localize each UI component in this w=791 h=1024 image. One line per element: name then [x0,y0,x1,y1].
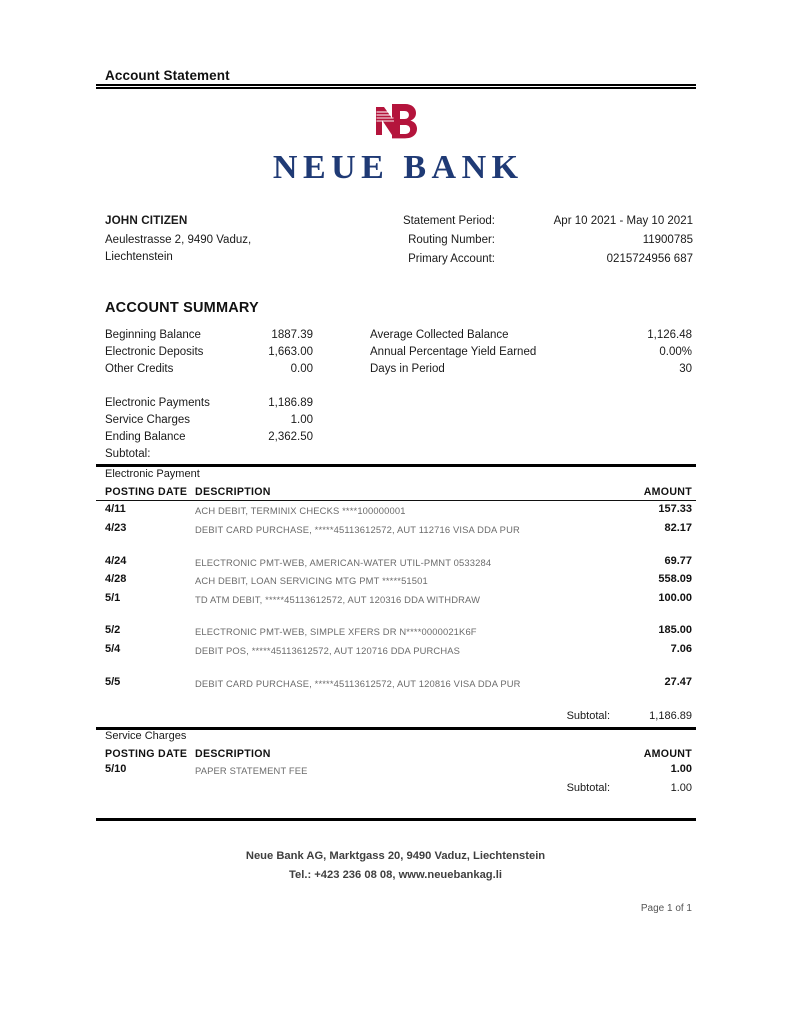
txn-date: 5/10 [105,763,127,775]
meta-value: 11900785 [642,234,693,246]
txn-amount: 27.47 [664,676,692,688]
summary-label-electronic-payments: Electronic Payments [105,397,210,409]
footer-divider [96,818,696,821]
txn-date: 5/2 [105,624,121,636]
summary-label-days-in-period: Days in Period [370,363,445,375]
electronic-payments-top-rule [96,464,696,467]
txn-description: PAPER STATEMENT FEE [195,765,308,776]
nb-monogram-icon [374,101,418,141]
electronic-payments-subtotal-value: 1,186.89 [649,710,692,722]
txn-description: DEBIT CARD PURCHASE, *****45113612572, AUT 112716 VISA DDA PUR [195,524,520,535]
txn-amount: 100.00 [658,592,692,604]
txn-description: DEBIT CARD PURCHASE, *****45113612572, AUT 120816 VISA DDA PUR [195,678,521,689]
txn-amount: 185.00 [658,624,692,636]
summary-value-electronic-payments: 1,186.89 [268,397,313,409]
summary-value-days-in-period: 30 [679,363,692,375]
txn-description: TD ATM DEBIT, *****45113612572, AUT 120316 DDA WITHDRAW [195,594,481,605]
txn-date: 4/28 [105,573,127,585]
page-title: Account Statement [105,68,230,83]
account-summary-heading: ACCOUNT SUMMARY [105,300,259,316]
bank-logo [0,101,791,187]
txn-amount: 7.06 [670,643,692,655]
column-header-description: DESCRIPTION [195,486,271,498]
summary-value-apy-earned: 0.00% [659,346,692,358]
summary-value-service-charges: 1.00 [290,414,313,426]
footer-contact: Tel.: +423 236 08 08, www.neuebankag.li [289,869,502,881]
txn-date: 5/1 [105,592,121,604]
txn-date: 4/24 [105,555,127,567]
electronic-payments-header-rule [96,500,696,501]
customer-address-2: Liechtenstein [105,251,173,263]
summary-label-electronic-deposits: Electronic Deposits [105,346,204,358]
txn-description: ACH DEBIT, TERMINIX CHECKS ****100000001 [195,505,406,516]
meta-label: Statement Period: [402,215,495,227]
summary-label-ending-balance: Ending Balance [105,431,186,443]
txn-description: DEBIT POS, *****45113612572, AUT 120716 DDA PURCHAS [195,645,461,656]
txn-description: ACH DEBIT, LOAN SERVICING MTG PMT *****51501 [195,575,428,586]
summary-value-other-credits: 0.00 [290,363,313,375]
electronic-payments-subtotal-label: Subtotal: [566,710,610,722]
column-header-amount: AMOUNT [643,486,692,498]
txn-date: 5/5 [105,676,121,688]
summary-label-beginning-balance: Beginning Balance [105,329,201,341]
summary-label-service-charges: Service Charges [105,414,191,426]
summary-label-average-collected-balance: Average Collected Balance [370,329,509,341]
meta-label: Routing Number: [408,234,495,246]
column-header-amount: AMOUNT [643,748,692,760]
txn-amount: 82.17 [664,522,692,534]
meta-value: Apr 10 2021 - May 10 2021 [553,215,693,227]
electronic-payments-caption: Electronic Payment [105,468,200,480]
summary-value-average-collected-balance: 1,126.48 [647,329,692,341]
service-charges-subtotal-label: Subtotal: [566,782,610,794]
meta-label: Primary Account: [408,253,495,265]
summary-label-apy-earned: Annual Percentage Yield Earned [370,346,537,358]
summary-value-electronic-deposits: 1,663.00 [268,346,313,358]
header-divider [96,84,696,89]
txn-amount: 558.09 [658,573,692,585]
txn-date: 5/4 [105,643,121,655]
txn-date: 4/11 [105,503,126,515]
page-number: Page 1 of 1 [640,903,692,914]
service-charges-caption: Service Charges [105,730,187,742]
txn-amount: 157.33 [658,503,692,515]
summary-label-other-credits: Other Credits [105,363,174,375]
column-header-posting-date: POSTING DATE [105,486,188,498]
service-charges-subtotal-value: 1.00 [670,782,692,794]
txn-amount: 1.00 [670,763,692,775]
customer-address-1: Aeulestrasse 2, 9490 Vaduz, [105,234,252,246]
column-header-posting-date: POSTING DATE [105,748,188,760]
column-header-description: DESCRIPTION [195,748,271,760]
bank-name: NEUE BANK [272,149,524,186]
customer-name: JOHN CITIZEN [105,214,188,227]
summary-value-ending-balance: 2,362.50 [268,431,313,443]
summary-label-subtotal: Subtotal: [105,448,151,460]
footer-address: Neue Bank AG, Marktgass 20, 9490 Vaduz, Liechtenstein [245,850,546,862]
summary-value-beginning-balance: 1887.39 [271,329,313,341]
txn-description: ELECTRONIC PMT-WEB, SIMPLE XFERS DR N****0000021K6F [195,626,477,637]
txn-date: 4/23 [105,522,127,534]
txn-amount: 69.77 [664,555,692,567]
meta-value: 0215724956 687 [606,253,693,265]
txn-description: ELECTRONIC PMT-WEB, AMERICAN-WATER UTIL-PMNT 0533284 [195,557,492,568]
